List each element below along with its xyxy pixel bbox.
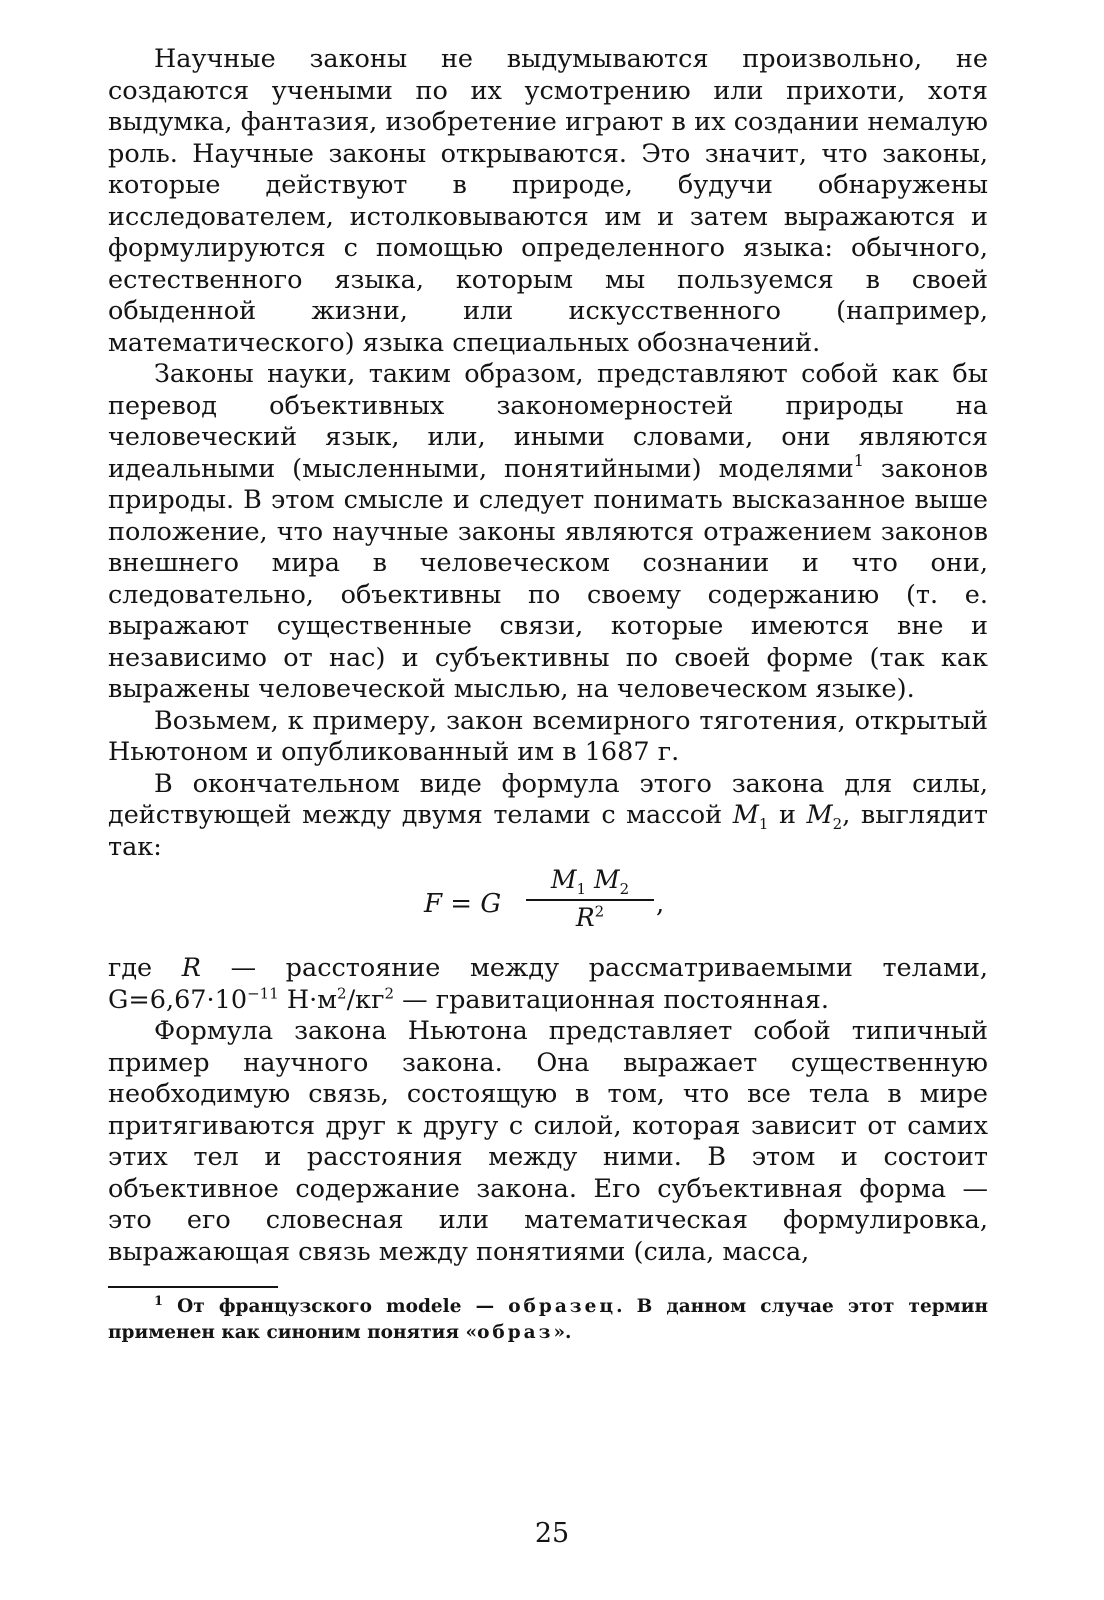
page-body (108, 44, 988, 1346)
formula-fraction (526, 863, 654, 935)
footnote-spaced-word-2: образ (477, 1322, 554, 1343)
footnote: $^1$ От французского modele — образец. В данном случае этот термин применен как синоним понятия «образ». (108, 1294, 988, 1343)
paragraph-4-text-b: , выглядит так: (108, 800, 988, 862)
footnote-mark: 1 (154, 1294, 164, 1309)
formula-lhs: F = G (424, 889, 502, 919)
paragraph-3: Возьмем, к примеру, закон всемирного тяготения, открытый Ньютоном и опубликованный им в 1687 г. (108, 705, 988, 767)
paragraph-5: где R — расстояние между рассматриваемыми телами, $G=6,67\cdot 10^{-11}$ $Н\cdot м^2/кг^2$ — гравитационная постоянная. (108, 953, 988, 1015)
formula-comma: , (656, 889, 665, 919)
mass-1-symbol: $M_1$ (732, 800, 769, 834)
formula-numerator: $M_1$ $M_2$ (526, 863, 654, 901)
paragraph-4-and: и (768, 800, 807, 830)
formula-denominator: $R^2$ (575, 902, 605, 932)
paragraph-4-text-a: В окончательном виде формула этого закона для силы, действующей между двумя телами с массой (108, 768, 988, 830)
mass-2-symbol: $M_2$ (806, 800, 843, 834)
paragraph-6: Формула закона Ньютона представляет собой типичный пример научного закона. Она выражает существенную необходимую связь, состоящую в том, что все тела в мире притягиваются друг к другу с силой, которая зависит от самих этих тел и расстояния между ними. В этом и состоит объективное содержание закона. Его субъективная форма — это его словесная или математическая формулировка, выражающая связь между понятиями (сила, масса, (108, 1016, 988, 1267)
footnote-reference: 1 (853, 450, 864, 470)
gravitation-formula (108, 863, 988, 953)
distance-symbol: R (181, 953, 201, 983)
footnote-divider (108, 1286, 278, 1288)
paragraph-1: Научные законы не выдумываются произвольно, не создаются учеными по их усмотрению или прихоти, хотя выдумка, фантазия, изобретение играют в их создании немалую роль. Научные законы открываются. Это значит, что законы, которые действуют в природе, будучи обнаружены исследователем, истолковываются им и затем выражаются и формулируются с помощью определенного языка: обычного, естественного языка, которым мы пользуемся в своей обыденной жизни, или искусственного (например, математического) языка специальных обозначений. (108, 44, 988, 358)
paragraph-2-text-b: законов природы. В этом смысле и следует понимать высказанное выше положение, что научные законы являются отражением законов внешнего мира в человеческом сознании и что они, следовательно, объективны по своему содержанию (т. е. выражают существенные связи, которые имеются вне и независимо от нас) и субъективны по своей форме (так как выражены человеческой мыслью, на человеческом языке). (108, 453, 988, 704)
paragraph-2 (108, 359, 988, 706)
paragraph-4 (108, 769, 988, 864)
paragraph-2-text-a: Законы науки, таким образом, представляют собой как бы перевод объективных закономерностей природы на человеческий язык, или, иными словами, они являются идеальными (мысленными, понятийными) моделями (108, 359, 988, 484)
page-number: 25 (534, 1518, 570, 1549)
footnote-spaced-word-1: образец (508, 1296, 617, 1317)
